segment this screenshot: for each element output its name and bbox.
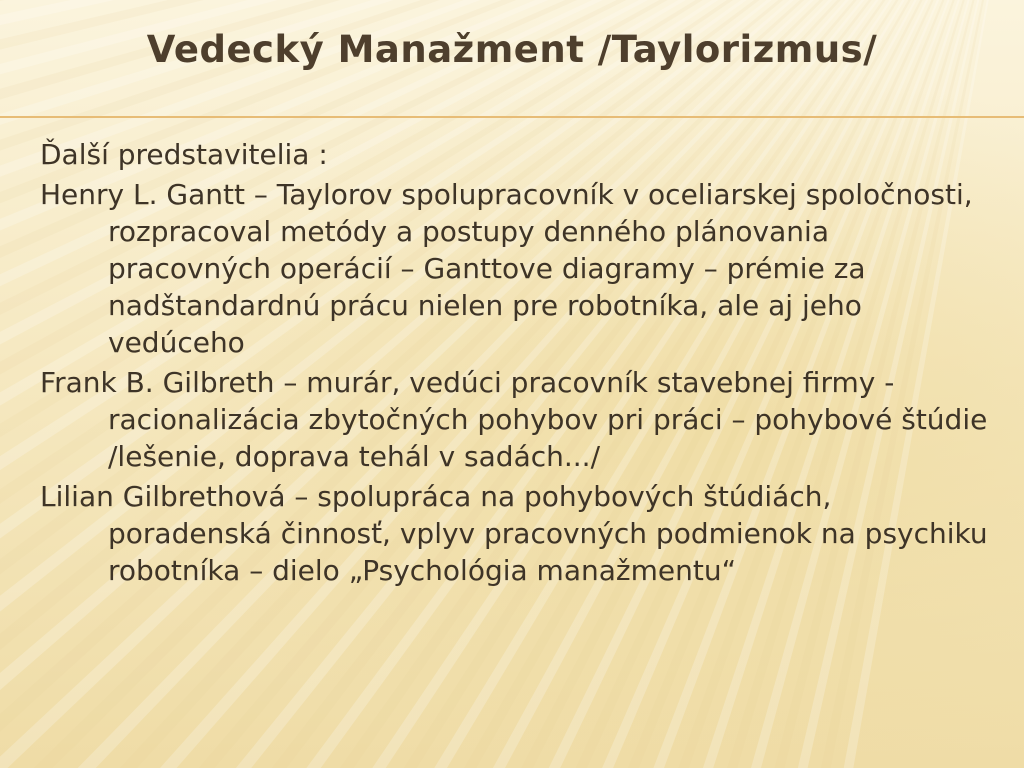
paragraph-frank-gilbreth: Frank B. Gilbreth – murár, vedúci pracovník stavebnej firmy - racionalizácia zbytočných pohybov pri práci – pohybové štúdie /lešenie, doprava tehál v sadách.../	[40, 366, 988, 473]
paragraph-gantt: Henry L. Gantt – Taylorov spolupracovník v oceliarskej spoločnosti, rozpracoval metódy a postupy denného plánovania pracovných operácií – Ganttove diagramy – prémie za nadštandardnú prácu nielen pre robotníka, ale aj jeho vedúceho	[40, 178, 973, 359]
paragraph-lilian-gilbreth: Lilian Gilbrethová – spolupráca na pohybových štúdiách, poradenská činnosť, vplyv pracovných podmienok na psychiku robotníka – dielo „Psychológia manažmentu“	[40, 480, 988, 587]
slide-title: Vedecký Manažment /Taylorizmus/	[146, 28, 878, 71]
title-divider	[0, 116, 1024, 118]
slide-body	[40, 136, 1000, 592]
intro-line: Ďalší predstavitelia :	[40, 138, 328, 171]
